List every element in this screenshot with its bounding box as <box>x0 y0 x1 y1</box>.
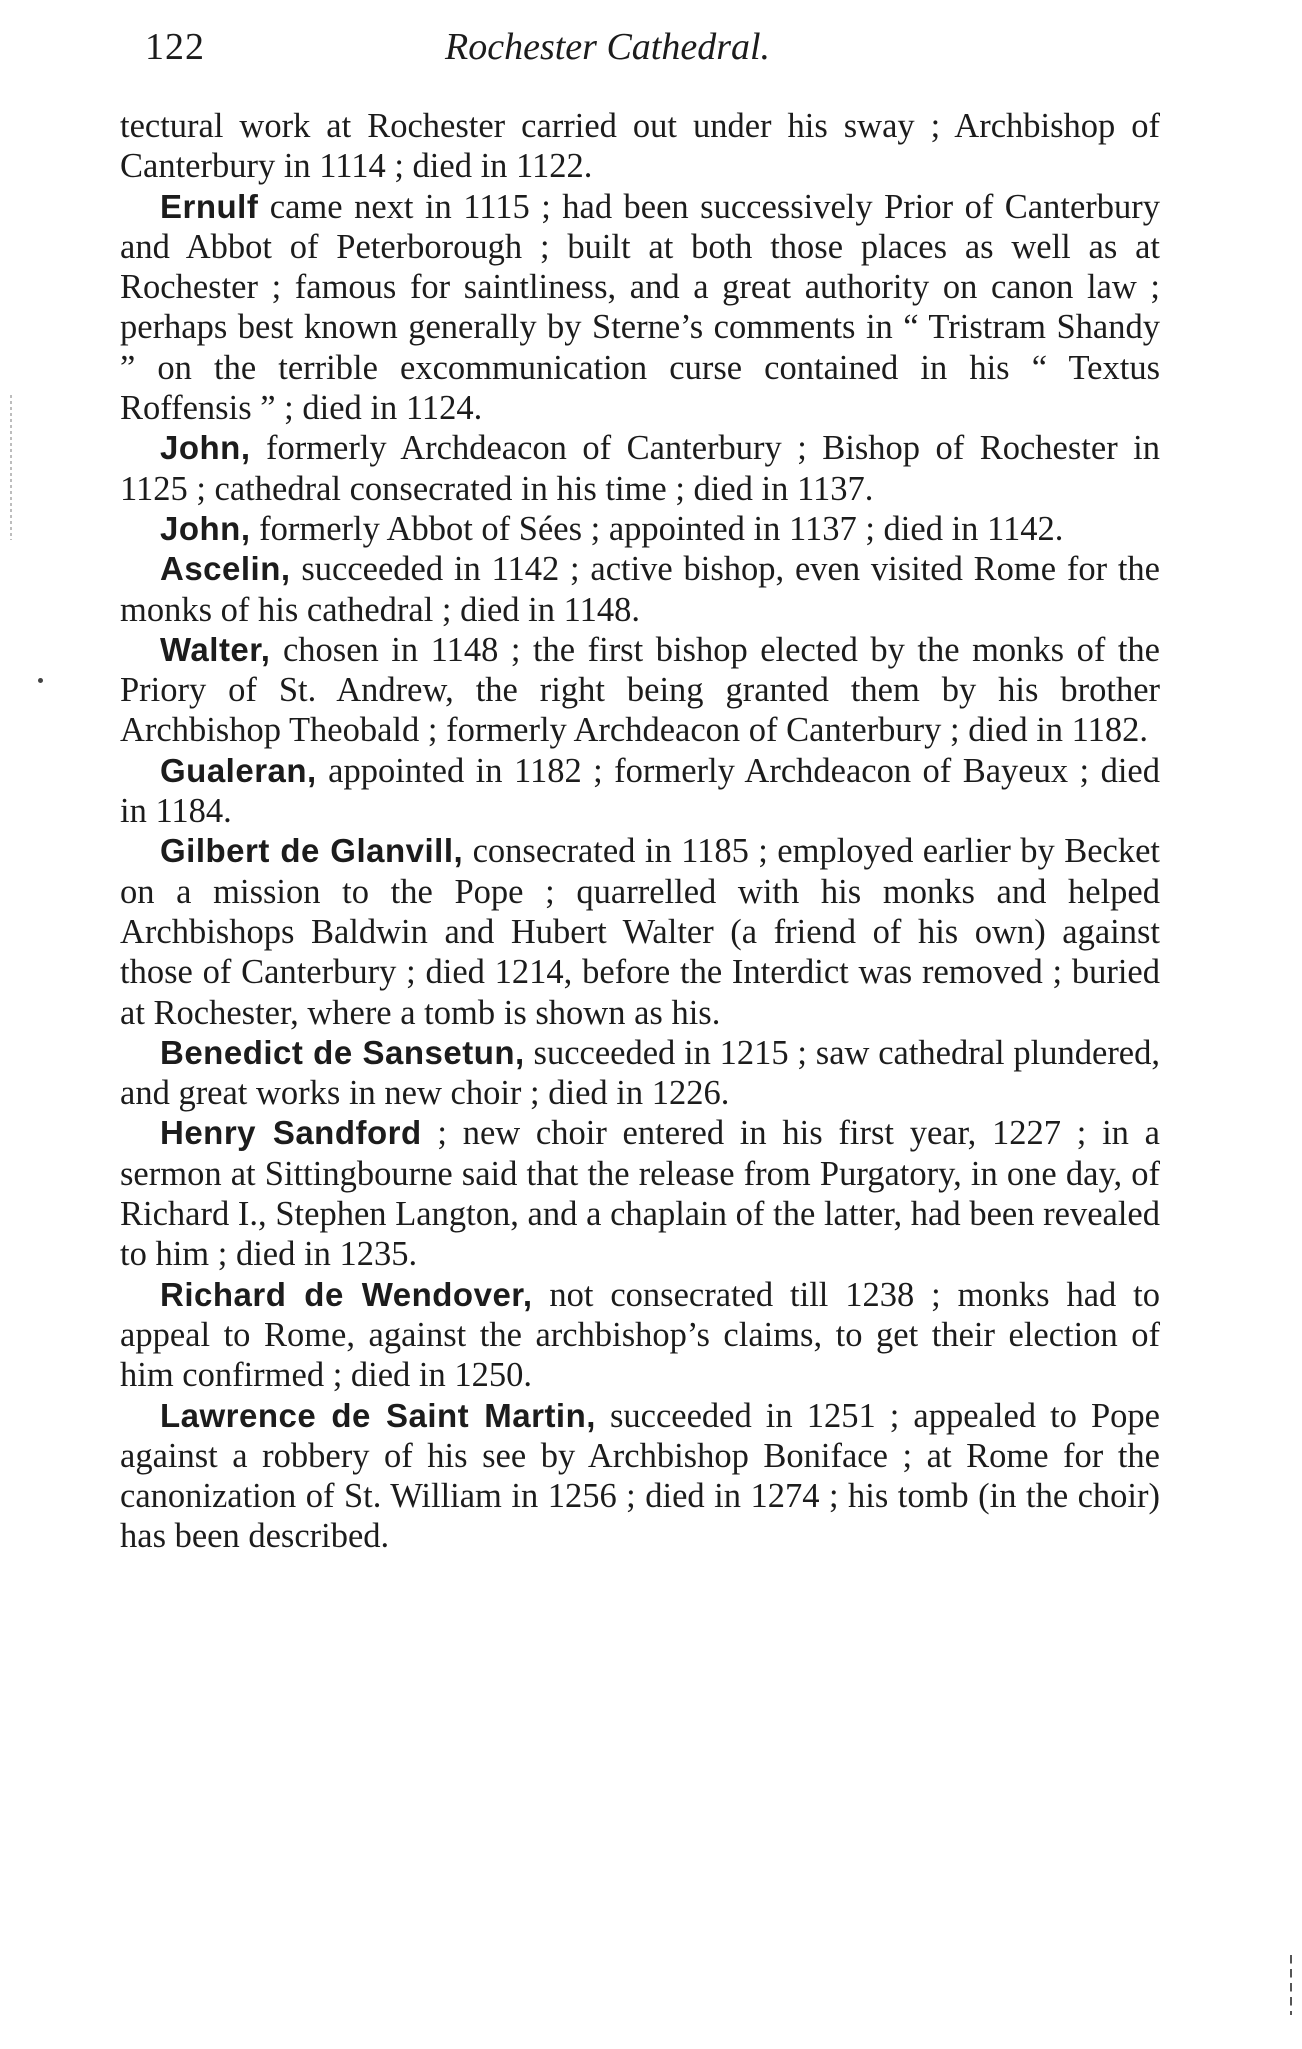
running-title: Rochester Cathedral. <box>445 26 771 68</box>
margin-dotted-line <box>10 395 12 540</box>
bishop-entry-richard-de-wendover <box>120 1275 1160 1396</box>
bishop-entry-lawrence-de-saint-martin <box>120 1396 1160 1557</box>
bishop-entry-gilbert-de-glanvill <box>120 831 1160 1032</box>
page-number: 122 <box>145 26 205 68</box>
body-text <box>120 106 1160 1557</box>
bishop-entry-benedict-de-sansetun <box>120 1033 1160 1114</box>
bishop-description: formerly Abbot of Sées ; appointed in 1137 ; died in 1142. <box>250 509 1064 548</box>
bishop-description: came next in 1115 ; had been successively Prior of Canterbury and Abbot of Peterborough ; built at both those places as well as at Rochester ; famous for saintliness, and a great authority on canon law ; perhaps best known generally by Sterne’s comments in “ Tristram Shandy ” on the terrible excommunication curse contained in his “ Textus Roffensis ” ; died in 1124. <box>120 187 1160 428</box>
bishop-name: John, <box>160 509 251 547</box>
bishop-description: formerly Archdeacon of Canterbury ; Bishop of Rochester in 1125 ; cathedral consecrated in his time ; died in 1137. <box>120 429 1160 508</box>
bishop-description: succeeded in 1251 ; appealed to Pope against a robbery of his see by Archbishop Boniface ; at Rome for the canonization of St. William in 1256 ; died in 1274 ; his tomb (in the choir) has been described. <box>120 1396 1160 1556</box>
bishop-entry-john-1137 <box>120 509 1160 549</box>
bishop-name: Walter, <box>160 630 271 668</box>
bishop-entry-henry-sandford <box>120 1113 1160 1274</box>
bishop-description: succeeded in 1142 ; active bishop, even visited Rome for the monks of his cathedral ; died in 1148. <box>120 550 1160 629</box>
bishop-entry-john-1125 <box>120 428 1160 509</box>
edge-mark <box>1290 1955 1292 2015</box>
bishop-entry-gualeran <box>120 751 1160 832</box>
bishop-entry-ernulf <box>120 187 1160 429</box>
bishop-entry-walter <box>120 630 1160 751</box>
bishop-entry-ascelin <box>120 549 1160 630</box>
margin-dot <box>38 678 43 683</box>
intro-paragraph: tectural work at Rochester carried out under his sway ; Archbishop of Canterbury in 1114 ; died in 1122. <box>120 107 1160 186</box>
bishop-description: chosen in 1148 ; the first bishop elected by the monks of the Priory of St. Andrew, the right being granted them by his brother Archbishop Theobald ; formerly Archdeacon of Canterbury ; died in 1182. <box>120 630 1160 750</box>
bishop-name: Ascelin, <box>160 550 291 588</box>
bishop-description: not consecrated till 1238 ; monks had to appeal to Rome, against the archbishop’s claims, to get their election of him confirmed ; died in 1250. <box>120 1275 1161 1395</box>
bishop-description: appointed in 1182 ; formerly Archdeacon of Bayeux ; died in 1184. <box>120 751 1160 831</box>
bishop-description: ; new choir entered in his first year, 1227 ; in a sermon at Sittingbourne said that the release from Purgatory, in one day, of Richard I., Stephen Langton, and a chaplain of the latter, had been revealed to him ; died in 1235. <box>120 1114 1160 1274</box>
bishop-name: Gualeran, <box>160 751 317 789</box>
bishop-description: succeeded in 1215 ; saw cathedral plundered, and great works in new choir ; died in 1226. <box>120 1033 1160 1113</box>
bishop-name: Richard de Wendover, <box>160 1275 533 1313</box>
bishop-name: John, <box>160 429 251 467</box>
bishop-name: Benedict de Sansetun, <box>160 1033 525 1071</box>
bishop-name: Ernulf <box>160 187 259 225</box>
running-head <box>120 22 1160 72</box>
bishop-name: Gilbert de Glanvill, <box>160 832 464 870</box>
bishop-description: consecrated in 1185 ; employed earlier by Becket on a mission to the Pope ; quarrelled with his monks and helped Archbishops Baldwin and Hubert Walter (a friend of his own) against those of Canterbury ; died 1214, before the Interdict was removed ; buried at Rochester, where a tomb is shown as his. <box>120 832 1160 1032</box>
bishop-name: Lawrence de Saint Martin, <box>160 1396 596 1434</box>
bishop-name: Henry Sandford <box>160 1114 422 1152</box>
